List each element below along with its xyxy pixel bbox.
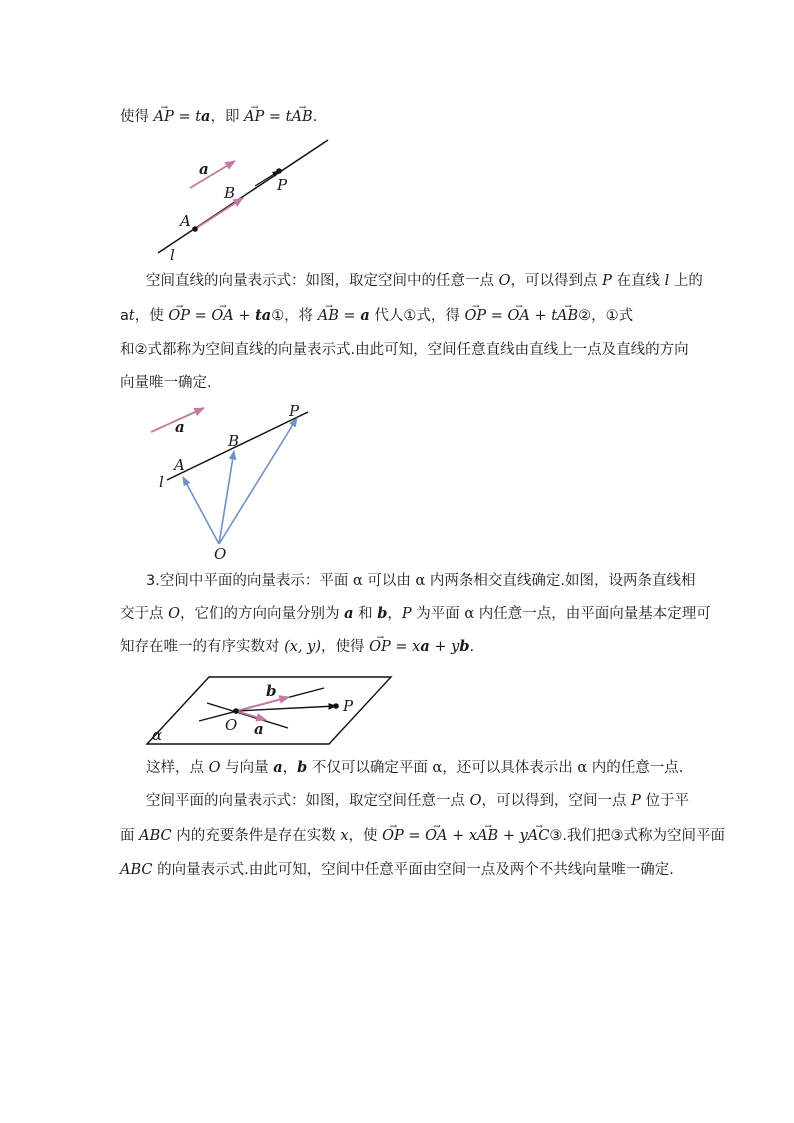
label-alpha: α (152, 726, 163, 744)
vector-ap: → AP (154, 107, 174, 127)
label-o: O (214, 545, 227, 563)
text: 面 (120, 828, 140, 844)
label-l: l (170, 246, 175, 264)
paragraph-line (146, 791, 689, 811)
text: ，使 (134, 308, 169, 324)
vector-oa: → OA (507, 306, 529, 326)
label-p: P (289, 402, 300, 420)
vector-ab: → AB (477, 826, 498, 846)
plane-alpha: α (415, 573, 426, 589)
text: 位于平 (640, 793, 689, 809)
text: ，可以得到点 (510, 273, 603, 289)
vector-op: → OP (369, 637, 391, 657)
plane-alpha: α (432, 760, 443, 776)
vector-a: a (201, 108, 211, 125)
point-o: O (498, 273, 511, 289)
period: . (312, 109, 318, 125)
text: 内的充要条件是存在实数 (171, 828, 341, 844)
vector-b: b (377, 605, 388, 622)
plane-alpha: α (464, 606, 475, 622)
point-o: O (208, 760, 221, 776)
paragraph-line (146, 758, 683, 778)
paragraph-line (120, 826, 725, 846)
label-b: b (266, 682, 277, 700)
vector-oa: → OA (211, 306, 233, 326)
label-a: a (254, 720, 264, 738)
point-p: P (401, 606, 412, 622)
text: 交于点 (120, 606, 169, 622)
point-p: P (631, 793, 641, 809)
text: 和 (353, 606, 378, 622)
var-t: t (195, 109, 202, 125)
point-p: P (602, 273, 612, 289)
plus: + (529, 308, 552, 324)
ordered-pair: (x, y) (284, 639, 322, 655)
plane-abc: ABC (139, 828, 172, 844)
vector-oa: → OA (425, 826, 447, 846)
point-o: O (168, 606, 180, 622)
text: 与向量 (220, 760, 274, 776)
text: ，即 (210, 109, 245, 125)
var-t: t (551, 308, 558, 324)
point-p (333, 703, 339, 709)
vector-a-arrow (236, 711, 266, 720)
text: 为平面 (411, 606, 465, 622)
var-t: t (285, 109, 292, 125)
text: 知存在唯一的有序实数对 (120, 639, 285, 655)
label-o: O (225, 716, 238, 734)
text: 和②式都称为空间直线的向量表示式.由此可知，空间任意直线由直线上一点及直线的方向 (120, 342, 689, 358)
plus: + (498, 828, 520, 844)
label-b: B (224, 184, 236, 202)
plus: + (233, 308, 256, 324)
equals: = (264, 109, 286, 125)
vector-op: → OP (168, 306, 190, 326)
vector-b: b (459, 638, 470, 655)
text: 可以由 (362, 573, 416, 589)
text: 空间平面的向量表示式：如图，取定空间任意一点 (146, 793, 470, 809)
vector-op: → OP (464, 306, 486, 326)
plus: + (429, 639, 452, 655)
equals: = (189, 308, 212, 324)
equals: = (338, 308, 361, 324)
plus: + (447, 828, 469, 844)
text: 这样，点 (146, 760, 209, 776)
text: 的向量表示式.由此可知，空间中任意平面由空间一点及两个不共线向量唯一确定. (152, 862, 674, 878)
text: 使得 (120, 109, 154, 125)
equals: = (173, 109, 196, 125)
text: ，还可以具体表示出 (442, 760, 578, 776)
vector-a: a (360, 307, 370, 324)
var-x: x (468, 828, 478, 844)
text: 内两条相交直线确定.如图，设两条直线相 (425, 573, 696, 589)
vector-a: a (273, 759, 283, 776)
var-x: x (412, 639, 421, 655)
label-a: a (175, 418, 185, 436)
text: ， (387, 606, 402, 622)
text: ，可以得到，空间一点 (481, 793, 632, 809)
period: . (469, 639, 475, 655)
text: ②，①式 (578, 308, 634, 324)
equals: = (486, 308, 508, 324)
text: 向量唯一确定. (120, 375, 212, 391)
paragraph-line (120, 860, 674, 880)
text: ③.我们把③式称为空间平面 (549, 828, 725, 844)
term-ta: ta (255, 307, 272, 324)
point-o: O (469, 793, 482, 809)
vector-ab: → AB (557, 306, 578, 326)
var-y: y (519, 828, 528, 844)
var-x: x (340, 828, 349, 844)
vector-b: b (297, 759, 308, 776)
label-p: P (277, 176, 288, 194)
line-l: l (664, 273, 670, 289)
plane-alpha: α (577, 760, 588, 776)
vector-a: a (344, 605, 354, 622)
var-y: y (451, 639, 460, 655)
text: ， (282, 760, 298, 776)
text: a (120, 308, 129, 324)
text: 代人①式，得 (369, 308, 465, 324)
text: 在直线 (611, 273, 665, 289)
label-A: A (180, 212, 191, 230)
label-p: P (343, 697, 354, 715)
text: 上的 (669, 273, 703, 289)
var-t: t (128, 308, 135, 324)
vector-ab: → AB (292, 107, 313, 127)
equals: = (403, 828, 426, 844)
label-l: l (159, 473, 164, 491)
text: 内任意一点，由平面向量基本定理可 (474, 606, 711, 622)
label-a: a (199, 160, 209, 178)
plane-alpha: α (352, 573, 363, 589)
label-b: B (228, 432, 240, 450)
vector-ap: → AP (244, 107, 264, 127)
point-o (233, 708, 239, 714)
text: 3.空间中平面的向量表示：平面 (146, 573, 353, 589)
text: ，使 (348, 828, 383, 844)
text: ①，将 (271, 308, 318, 324)
text: ，使得 (321, 639, 370, 655)
vector-op: → OP (382, 826, 404, 846)
vector-ab: → AB (318, 306, 339, 326)
plane-abc: ABC (120, 862, 153, 878)
equals: = (390, 639, 413, 655)
vector-ac: → AC (528, 826, 550, 846)
text: ，它们的方向向量分别为 (180, 606, 345, 622)
text: 不仅可以确定平面 (307, 760, 433, 776)
vector-a: a (420, 638, 430, 655)
text: 空间直线的向量表示式：如图，取定空间中的任意一点 (146, 273, 499, 289)
label-A: A (174, 456, 185, 474)
text: 内的任意一点. (587, 760, 684, 776)
